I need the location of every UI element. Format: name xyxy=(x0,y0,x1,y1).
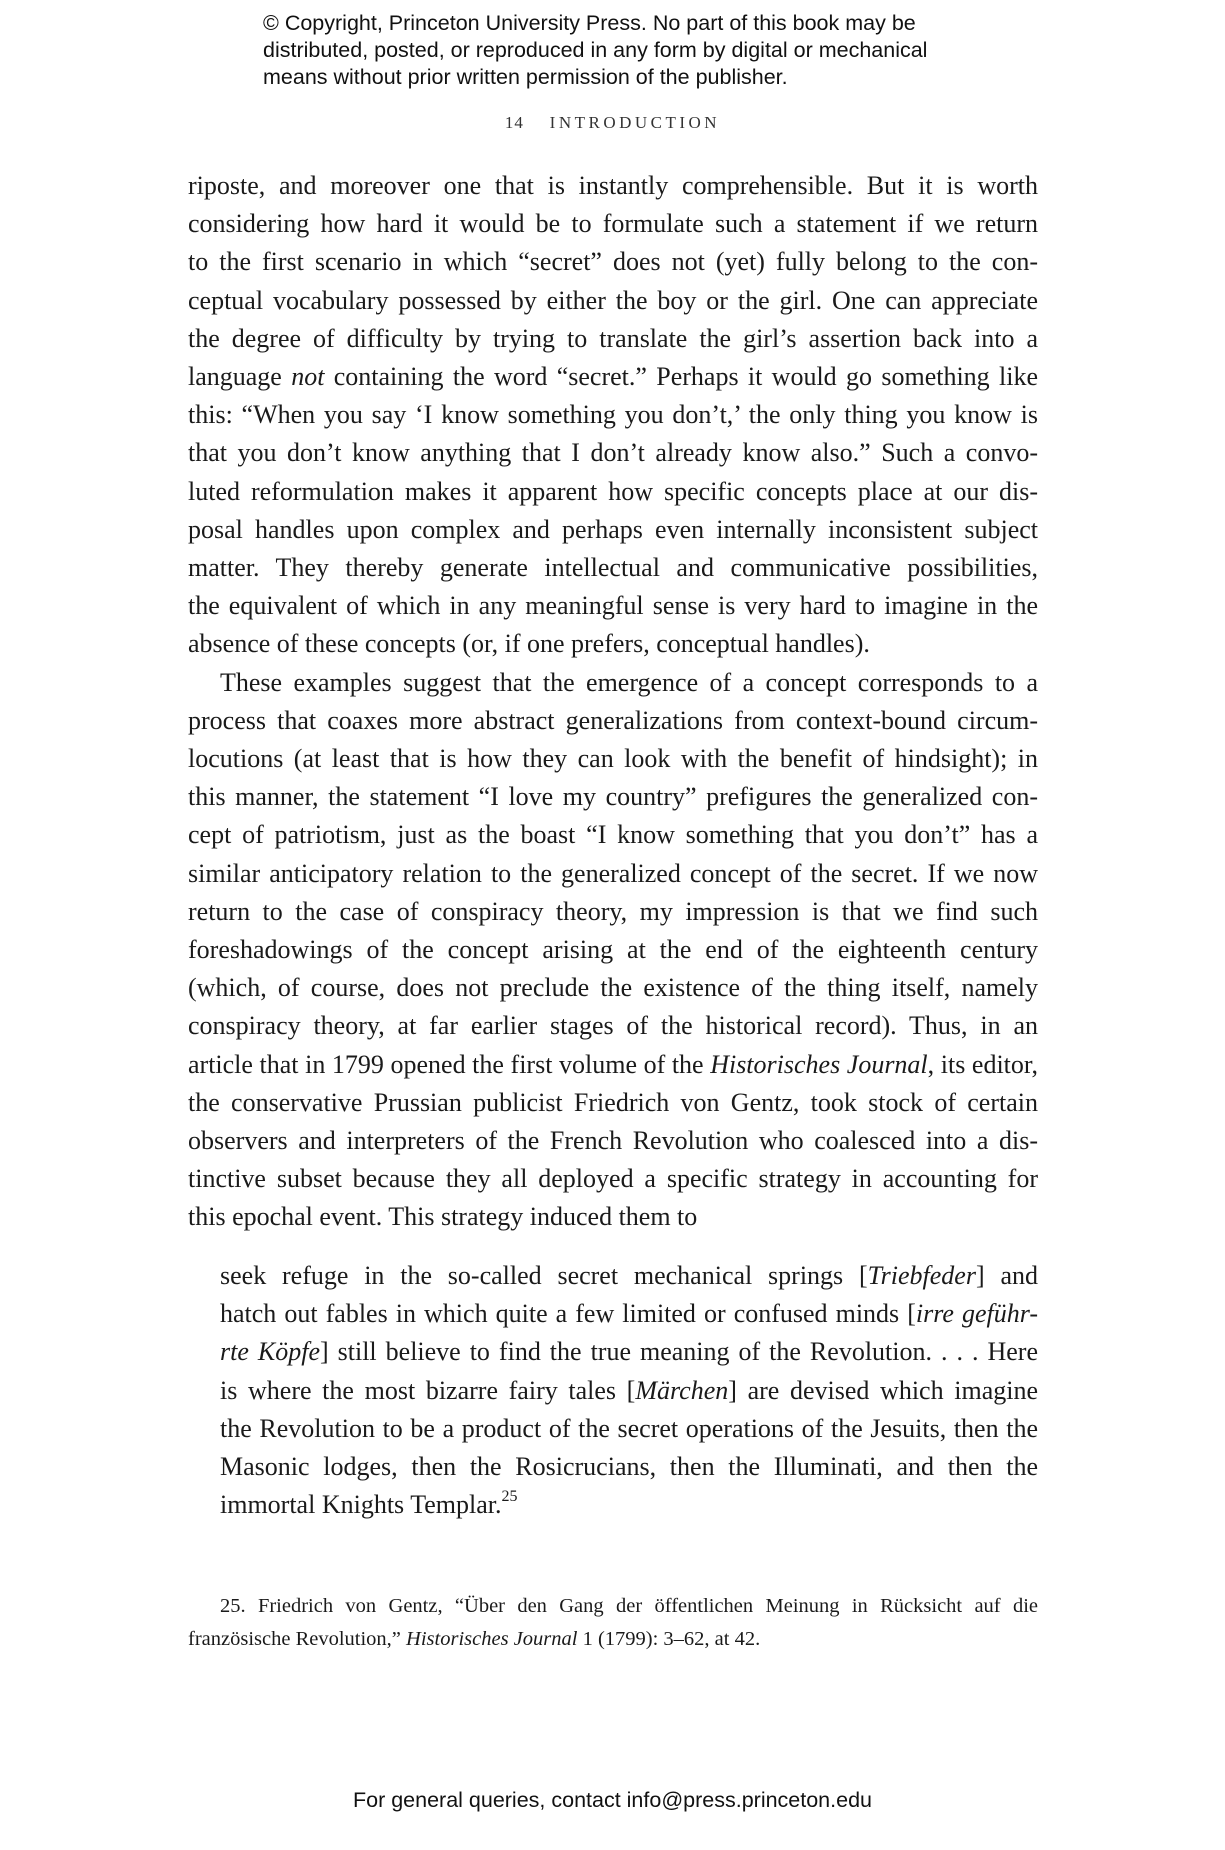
text-run: article that in 1799 opened the first volume of the xyxy=(188,1049,711,1079)
quote-line xyxy=(220,1257,1038,1295)
text-line: observers and interpreters of the French Revolution who coalesced into a dis- xyxy=(188,1126,1038,1156)
copyright-line: means without prior written permission of the publisher. xyxy=(263,65,788,89)
quote-line xyxy=(220,1295,1038,1333)
text-line: ceptual vocabulary possessed by either the boy or the girl. One can appreciate xyxy=(188,285,1038,315)
copyright-line: © Copyright, Princeton University Press. No part of this book may be xyxy=(263,11,916,35)
text-line: this: “When you say ‘I know something you don’t,’ the only thing you know is xyxy=(188,400,1038,430)
text-run: language xyxy=(188,362,292,392)
quote-line xyxy=(220,1372,1038,1410)
running-head xyxy=(0,113,1225,133)
text-run: ] still believe to find the true meaning of the Revolution. . . . Here xyxy=(319,1337,1038,1367)
chapter-title: INTRODUCTION xyxy=(549,113,721,132)
paragraph-2 xyxy=(188,664,1038,1237)
block-quotation xyxy=(220,1257,1038,1524)
text-run: immortal Knights Templar. xyxy=(220,1490,502,1520)
quote-line xyxy=(220,1410,1038,1448)
text-line: to the first scenario in which “secret” does not (yet) fully belong to the con- xyxy=(188,247,1038,277)
text-run: französische Revolution,” xyxy=(188,1627,407,1650)
text-line: absence of these concepts (or, if one prefers, conceptual handles). xyxy=(188,629,870,659)
text-line: tinctive subset because they all deployed a specific strategy in accounting for xyxy=(188,1164,1038,1194)
body-text xyxy=(188,167,1038,1237)
footnote-line xyxy=(188,1623,1038,1656)
text-line: the conservative Prussian publicist Friedrich von Gentz, took stock of certain xyxy=(188,1087,1038,1117)
text-run: hatch out fables in which quite a few limited or confused minds [ xyxy=(220,1299,916,1329)
text-run: containing the word “secret.” Perhaps it would go something like xyxy=(324,362,1039,392)
italic-run: Märchen xyxy=(635,1375,729,1405)
text-line: similar anticipatory relation to the generalized concept of the secret. If we now xyxy=(188,858,1038,888)
text-run: the Revolution to be a product of the secret operations of the Jesuits, then the xyxy=(220,1413,1038,1443)
text-run: ] are devised which imagine xyxy=(728,1375,1038,1405)
text-line: conspiracy theory, at far earlier stages of the historical record). Thus, in an xyxy=(188,1011,1038,1041)
text-run: is where the most bizarre fairy tales [ xyxy=(220,1375,636,1405)
italic-run: Historisches Journal xyxy=(710,1049,928,1079)
text-run: ] and xyxy=(975,1261,1038,1290)
text-line: posal handles upon complex and perhaps even internally inconsistent subject xyxy=(188,514,1038,544)
quote-line xyxy=(220,1486,1038,1524)
text-line: locutions (at least that is how they can look with the benefit of hindsight); in xyxy=(188,744,1038,774)
text-line: that you don’t know anything that I don’t already know also.” Such a convo- xyxy=(188,438,1038,468)
italic-run: Triebfeder xyxy=(867,1261,976,1290)
footnote-25 xyxy=(188,1590,1038,1655)
italic-run: Historisches Journal xyxy=(406,1627,578,1650)
text-line: process that coaxes more abstract generalizations from context-bound circum- xyxy=(188,705,1038,735)
paragraph-1 xyxy=(188,167,1038,664)
text-line: the degree of difficulty by trying to translate the girl’s assertion back into a xyxy=(188,323,1038,353)
text-line: cept of patriotism, just as the boast “I know something that you don’t” has a xyxy=(188,820,1038,850)
text-line: this manner, the statement “I love my country” prefigures the generalized con- xyxy=(188,782,1038,812)
text-line: (which, of course, does not preclude the existence of the thing itself, namely xyxy=(188,973,1038,1003)
italic-run: irre geführ- xyxy=(915,1299,1038,1329)
text-line: considering how hard it would be to formulate such a statement if we return xyxy=(188,209,1038,239)
page-number: 14 xyxy=(504,113,524,132)
text-run: seek refuge in the so-called secret mechanical springs [ xyxy=(220,1261,868,1290)
quote-line xyxy=(220,1333,1038,1371)
quote-line xyxy=(220,1448,1038,1486)
text-run: , its editor, xyxy=(927,1049,1039,1079)
text-run: Masonic lodges, then the Rosicrucians, then the Illuminati, and then the xyxy=(220,1452,1038,1482)
copyright-line: distributed, posted, or reproduced in any form by digital or mechanical xyxy=(263,38,928,62)
text-line: return to the case of conspiracy theory, my impression is that we find such xyxy=(188,896,1038,926)
footnote-reference[interactable]: 25 xyxy=(501,1488,518,1506)
italic-run: rte Köpfe xyxy=(220,1337,320,1367)
text-line: matter. They thereby generate intellectual and communicative possibilities, xyxy=(188,553,1038,583)
text-run: 1 (1799): 3–62, at 42. xyxy=(577,1627,761,1650)
text-line: luted reformulation makes it apparent how specific concepts place at our dis- xyxy=(188,476,1038,506)
text-line xyxy=(188,1046,1038,1084)
text-line xyxy=(188,358,1038,396)
footnote-line: 25. Friedrich von Gentz, “Über den Gang der öffentlichen Meinung in Rücksicht auf die xyxy=(220,1595,1038,1617)
text-line: riposte, and moreover one that is instantly comprehensible. But it is worth xyxy=(188,171,1038,200)
italic-run: not xyxy=(291,362,325,392)
text-line: this epochal event. This strategy induced them to xyxy=(188,1202,698,1232)
text-line: foreshadowings of the concept arising at the end of the eighteenth century xyxy=(188,935,1038,965)
contact-line: For general queries, contact info@press.princeton.edu xyxy=(352,1788,872,1812)
text-line: These examples suggest that the emergence of a concept corresponds to a xyxy=(220,667,1038,697)
copyright-notice xyxy=(263,10,1023,91)
text-line: the equivalent of which in any meaningful sense is very hard to imagine in the xyxy=(188,591,1038,621)
